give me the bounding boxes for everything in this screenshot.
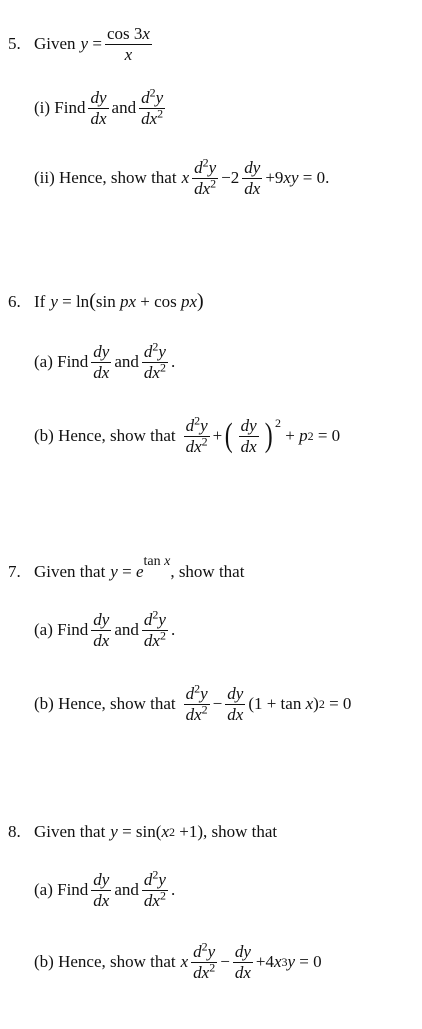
problem-7-statement: 7. Given that y = e tan x , show that xyxy=(8,554,245,581)
problem-5-statement: 5. Given y = $\frac{\cos 3x}{x}$ xyxy=(8,24,150,64)
fraction-d2y-dx2: $\frac{d^2y}{dx^2}$ xyxy=(185,681,208,724)
problem-6-statement: 6. If y = ln ( sin px + cos px ) xyxy=(8,290,204,312)
fraction-d2y-dx2: $\frac{d^2y}{dx^2}$ xyxy=(193,939,216,982)
problem-number: 5. xyxy=(8,34,21,54)
fraction-dy-dx: $\frac{dy}{dx}$ xyxy=(93,870,110,910)
fraction-d2y-dx2: $\frac{d^2y}{dx^2}$ xyxy=(143,607,166,650)
problem-number: 6. xyxy=(8,291,21,311)
problem-7-part-2: (b) Hence, show that $\frac{d^2y}{dx^2}$ − $\frac{dy}{dx}$ (1 + tan x ) 2 = 0 xyxy=(34,681,352,724)
connector-word: and xyxy=(111,98,137,118)
fraction-cos3x-over-x: $\frac{\cos 3x}{x}$ xyxy=(106,24,150,64)
problem-8-part-1 xyxy=(34,867,176,910)
problem-5-part-1 xyxy=(34,85,168,128)
fraction-dy-dx: $\frac{dy}{dx}$ xyxy=(240,416,257,456)
problem-intro: Given xyxy=(34,34,76,54)
part-end: . xyxy=(325,168,330,188)
part-label: (b) Hence, show that xyxy=(34,694,176,714)
fraction-d2y-dx2: $\frac{d^2y}{dx^2}$ xyxy=(185,413,208,456)
problem-intro: Given that xyxy=(34,822,106,841)
problem-8-statement: 8. Given that y = sin( x 2 +1) , show that xyxy=(8,822,278,841)
part-end: . xyxy=(170,620,176,640)
part-label: (a) Find xyxy=(34,620,89,640)
problem-7-part-1 xyxy=(34,607,176,650)
part-end: . xyxy=(170,880,176,900)
problem-number: 7. xyxy=(8,562,21,581)
fraction-dy-dx: $\frac{dy}{dx}$ xyxy=(227,684,244,724)
fraction-dy-dx: $\frac{dy}{dx}$ xyxy=(93,342,110,382)
problem-6-part-2: (b) Hence, show that $\frac{d^2y}{dx^2}$ + ( $\frac{dy}{dx}$ ) 2 + p 2 = 0 xyxy=(34,413,341,456)
problem-number: 8. xyxy=(8,822,21,841)
connector-word: and xyxy=(114,620,139,640)
fraction-dy-dx: $\frac{dy}{dx}$ xyxy=(90,88,107,128)
fraction-dy-dx: $\frac{dy}{dx}$ xyxy=(93,610,110,650)
part-label: (ii) Hence, show that xyxy=(34,168,177,188)
fraction-d2y-dx2: $\frac{d^2y}{dx^2}$ xyxy=(141,85,164,128)
problem-intro: Given that xyxy=(34,562,106,581)
fraction-dy-dx: $\frac{dy}{dx}$ xyxy=(234,942,251,982)
part-end: . xyxy=(170,352,176,372)
fraction-dy-dx: $\frac{dy}{dx}$ xyxy=(244,158,261,198)
problem-intro-after: , show that xyxy=(202,822,278,841)
problem-8-part-2: (b) Hence, show that x $\frac{d^2y}{dx^2}$ − $\frac{dy}{dx}$ +4 x 3 y = 0 xyxy=(34,939,322,982)
part-label: (i) Find xyxy=(34,98,86,118)
connector-word: and xyxy=(114,352,139,372)
part-label: (a) Find xyxy=(34,880,89,900)
fraction-d2y-dx2: $\frac{d^2y}{dx^2}$ xyxy=(194,155,217,198)
fraction-d2y-dx2: $\frac{d^2y}{dx^2}$ xyxy=(143,867,166,910)
part-label: (a) Find xyxy=(34,352,89,372)
problem-5-part-2: (ii) Hence, show that x $\frac{d^2y}{dx^2}$ −2 $\frac{dy}{dx}$ +9 xy = 0 . xyxy=(34,155,330,198)
connector-word: and xyxy=(114,880,139,900)
math-var: y xyxy=(80,34,89,54)
part-label: (b) Hence, show that xyxy=(34,426,176,446)
problem-6-part-1 xyxy=(34,339,176,382)
fraction-d2y-dx2: $\frac{d^2y}{dx^2}$ xyxy=(143,339,166,382)
problem-intro: If xyxy=(34,291,46,311)
problem-intro-after: , show that xyxy=(170,562,245,581)
part-label: (b) Hence, show that xyxy=(34,952,176,972)
